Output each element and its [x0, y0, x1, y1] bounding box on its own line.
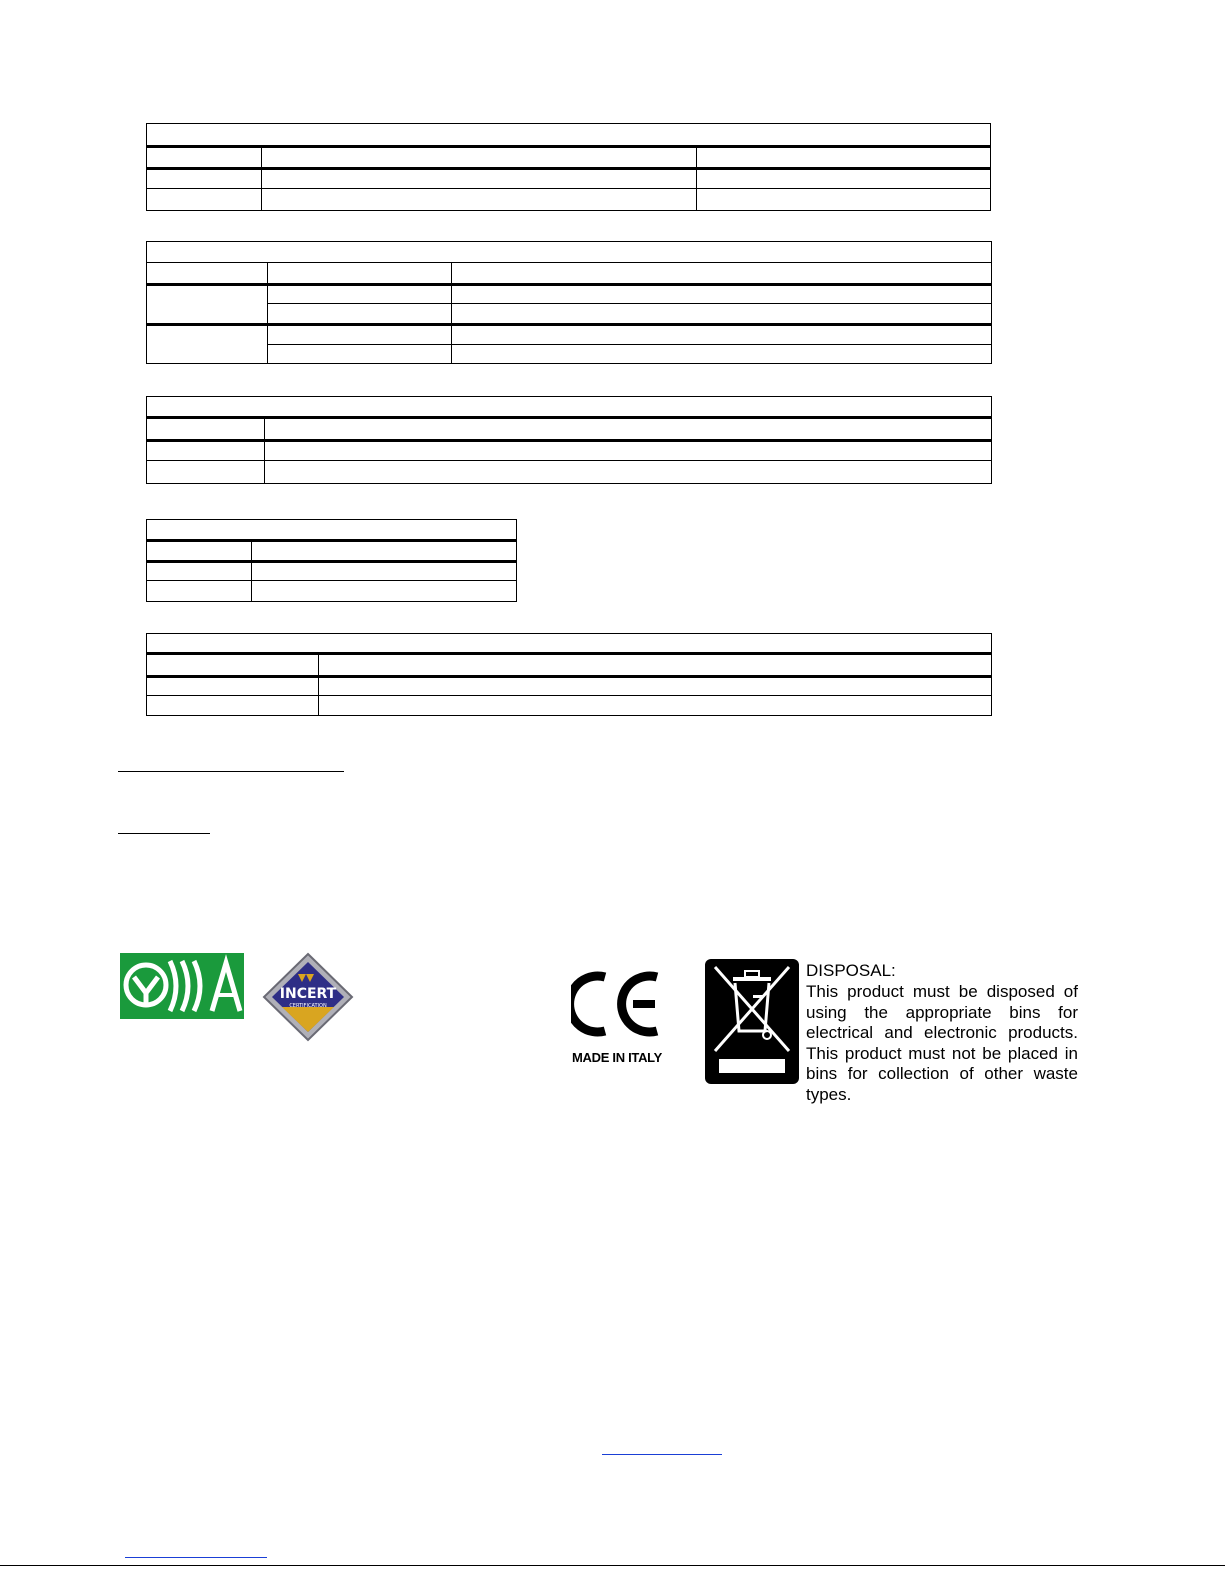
ce-mark-icon	[571, 969, 665, 1039]
disposal-title: DISPOSAL:	[806, 961, 896, 980]
spec-table-4	[146, 519, 517, 602]
subsection-heading-underline	[118, 833, 210, 834]
imq-logo	[120, 953, 244, 1019]
made-in-italy-label: MADE IN ITALY	[572, 1050, 662, 1065]
incert-mark: INCERT	[279, 986, 337, 1002]
spec-table-1	[146, 123, 991, 211]
footer-divider	[0, 1565, 1225, 1566]
email-link[interactable]	[125, 1557, 267, 1558]
incert-sub: CERTIFICATION	[289, 1003, 327, 1009]
website-link[interactable]	[602, 1454, 722, 1455]
spec-table-5	[146, 633, 992, 716]
incert-logo	[262, 952, 354, 1042]
weee-bin-icon	[705, 959, 799, 1084]
spec-table-3	[146, 396, 992, 484]
section-heading-underline	[118, 771, 344, 772]
disposal-text: This product must be disposed of using the appropriate bins for electrical and electronic products. This product must not be placed in bins for collection of other waste types.	[806, 982, 1078, 1104]
spec-table-2	[146, 241, 992, 364]
